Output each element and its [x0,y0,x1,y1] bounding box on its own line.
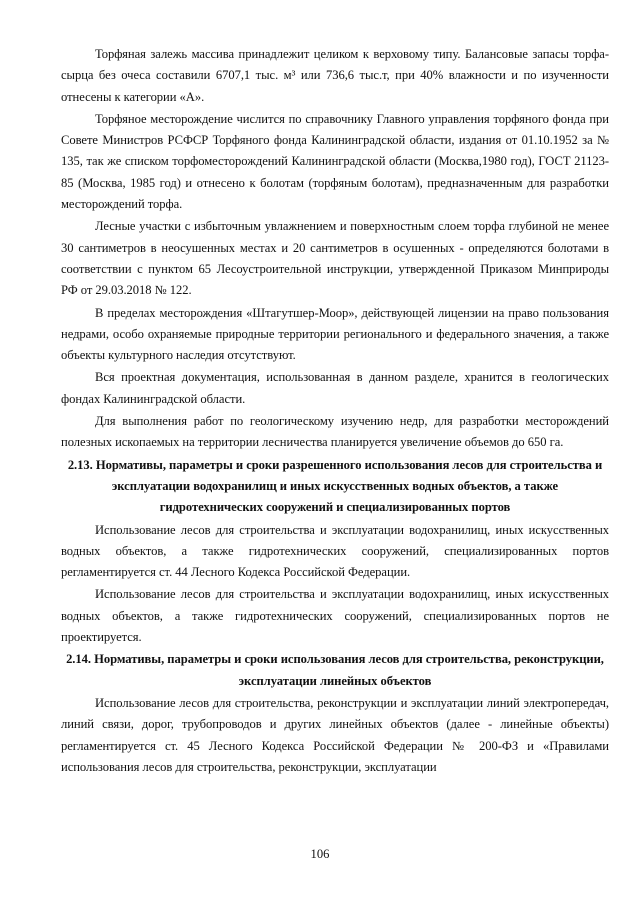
paragraph-documentation-storage: Вся проектная документация, использованная в данном разделе, хранится в геологических фондах Калининградской области. [61,370,609,406]
paragraph-reservoir-not-planned: Использование лесов для строительства и эксплуатации водохранилищ, иных искусственных водных объектов, а также гидротехнических сооружений, специализированных портов не проектируется. [61,587,609,645]
document-body [61,44,609,779]
paragraph-peat-registry: Торфяное месторождение числится по справочнику Главного управления торфяного фонда при Совете Министров РСФСР Торфяного фонда Калининградской области, издания от 01.10.1952 за № 135, так же списком торфоместорождений Калининградской области (Москва,1980 год), ГОСТ 21123-85 (Москва, 1985 год) и отнесено к болотам (торфяным болотам), предназначенным для разработки месторождений торфа. [61,111,609,212]
section-heading-2-14: 2.14. Нормативы, параметры и сроки использования лесов для строительства, реконструкции, эксплуатации линейных объектов [66,652,604,688]
paragraph-peat-deposit: Торфяная залежь массива принадлежит целиком к верховому типу. Балансовые запасы торфа-сырца без очеса составили 6707,1 тыс. м³ или 736,6 тыс.т, при 40% влажности и по изученности отнесены к категории «А». [61,47,609,104]
paragraph-geology-expansion: Для выполнения работ по геологическому изучению недр, для разработки месторождений полезных ископаемых на территории лесничества планируется увеличение объемов до 650 га. [61,414,609,450]
paragraph-wetland-definition: Лесные участки с избыточным увлажнением и поверхностным слоем торфа глубиной не менее 30 сантиметров в неосушенных местах и 20 сантиметров в осушенных - определяются болотами в соответствии с пунктом 65 Лесоустроительной инструкции, утвержденной Приказом Минприроды РФ от 29.03.2018 № 122. [61,219,609,298]
paragraph-protected-areas: В пределах месторождения «Штагутшер-Моор», действующей лицензии на право пользования недрами, особо охраняемые природные территории регионального и федерального значения, а также объекты культурного наследия отсутствуют. [61,305,609,363]
paragraph-reservoir-regulation: Использование лесов для строительства и эксплуатации водохранилищ, иных искусственных водных объектов, а также гидротехнических сооружений, специализированных портов регламентируется ст. 44 Лесного Кодекса Российской Федерации. [61,522,609,580]
paragraph-linear-objects: Использование лесов для строительства, реконструкции и эксплуатации линий электропередач, линий связи, дорог, трубопроводов и других линейных объектов (далее - линейные объекты) регламентируется ст. 45 Лесного Кодекса Российской Федерации № 200-ФЗ и «Правилами использования лесов для строительства, реконструкции, эксплуатации [61,695,609,774]
page-number: 106 [310,847,330,861]
section-heading-2-13: 2.13. Нормативы, параметры и сроки разрешенного использования лесов для строительства и эксплуатации водохранилищ и иных искусственных водных объектов, а также гидротехнических сооружений и специализированных портов [67,457,603,515]
